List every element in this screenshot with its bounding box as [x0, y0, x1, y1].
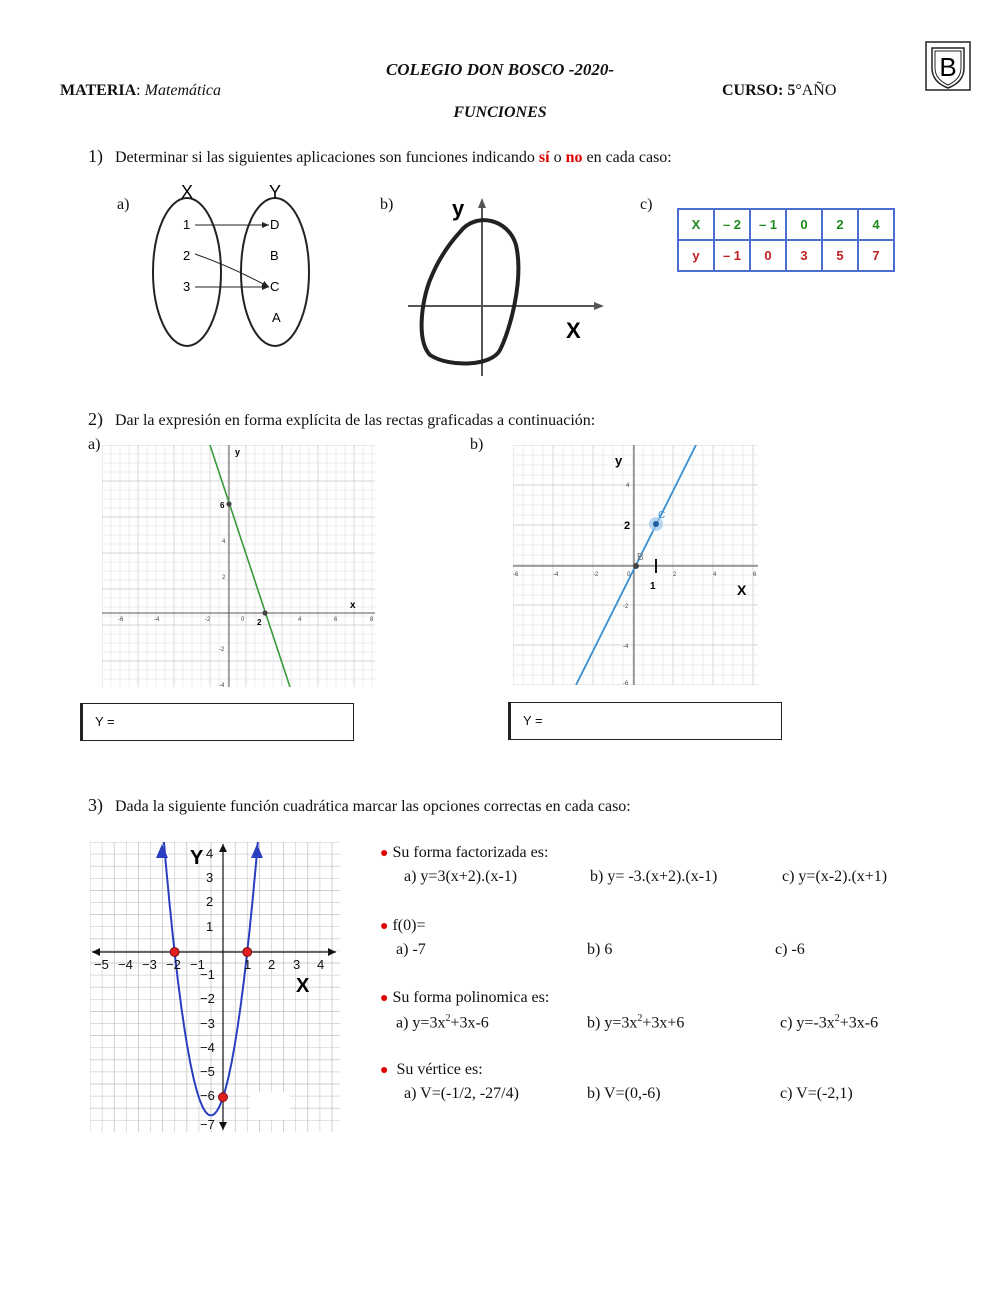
parabola-arrow-right [251, 844, 263, 858]
word-no: no [565, 149, 583, 166]
tick-b-y: -6 [623, 681, 629, 685]
graph-b-y-label: y [615, 453, 623, 468]
parabola-y-label: Y [190, 847, 204, 869]
question-3 [88, 795, 631, 816]
table-y-header: y [678, 240, 714, 271]
option-f0-c[interactable]: c) -6 [775, 941, 805, 958]
poly-a-post: +3x-6 [450, 1014, 489, 1032]
q2-label-a: a) [88, 436, 101, 453]
item-factorized: ● Su forma factorizada es: [380, 844, 549, 861]
question-1-text-a: Determinar si las siguientes aplicaciones son funciones indicando [115, 149, 539, 166]
question-2-text: Dar la expresión en forma explícita de las rectas graficadas a continuación: [115, 412, 596, 429]
y-tick: −5 [200, 1064, 215, 1079]
curve-x-label: X [566, 318, 581, 343]
closed-curve [422, 220, 519, 363]
option-vertex-b[interactable]: b) V=(0,-6) [587, 1085, 661, 1102]
tick-b-x: -6 [513, 572, 519, 578]
mapping-diagram [145, 180, 325, 350]
q2-label-b: b) [470, 436, 484, 453]
table-y-cell: 0 [750, 240, 786, 271]
set-y-label: Y [268, 182, 282, 202]
tick-b-x: 0 [627, 572, 631, 578]
codomain-a: A [272, 310, 281, 325]
x-tick: −5 [94, 957, 109, 972]
curve-y-label: y [452, 196, 465, 221]
x-tick: −1 [190, 957, 205, 972]
course-value: °AÑO [795, 82, 837, 99]
answer-b-label: Y = [523, 713, 543, 728]
school-title: COLEGIO DON BOSCO -2020- [385, 60, 615, 79]
logo-letter: B [939, 52, 957, 82]
table-y-cell: 7 [858, 240, 894, 271]
option-factorized-b[interactable]: b) y= -3.(x+2).(x-1) [590, 868, 718, 885]
tick-b-x: 6 [753, 572, 757, 578]
tick-a-x: 4 [298, 617, 302, 623]
y-tick: 3 [206, 870, 214, 885]
option-vertex-c[interactable]: c) V=(-2,1) [780, 1085, 853, 1102]
option-f0-a[interactable]: a) -7 [396, 941, 426, 958]
tick-b-x: -4 [553, 572, 559, 578]
poly-c-post: +3x-6 [839, 1014, 879, 1032]
table-y-cell: – 1 [714, 240, 750, 271]
poly-b-pre: b) y=3x [587, 1014, 638, 1032]
option-factorized-c[interactable]: c) y=(x-2).(x+1) [782, 868, 888, 885]
poly-b-post: +3x+6 [642, 1014, 685, 1032]
graph-a-grid [102, 445, 375, 687]
tick-a-y: 2 [222, 575, 226, 581]
poly-a-sup: 2 [445, 1013, 451, 1024]
graph-a-x-label: x [350, 600, 356, 611]
y-tick: −6 [200, 1088, 215, 1103]
y-tick: −1 [200, 967, 215, 982]
item-f0: ● f(0)= [380, 917, 426, 934]
q1-label-c: c) [640, 196, 653, 213]
domain-1: 1 [183, 217, 191, 232]
y-intercept-point [219, 1093, 228, 1102]
table-x-cell: – 2 [714, 209, 750, 240]
tick-b-x: 4 [713, 572, 717, 578]
subject-label: MATERIA [60, 82, 137, 99]
tick-a-x: 6 [334, 617, 338, 623]
tick-a-x: -2 [205, 617, 211, 623]
poly-a-pre: a) y=3x [396, 1014, 446, 1032]
y-tick: 2 [206, 894, 214, 909]
graph-b-value-1: 1 [650, 581, 656, 592]
word-si: sí [538, 149, 550, 166]
y-tick: 4 [206, 846, 214, 861]
course-label: CURSO: 5 [722, 82, 796, 99]
closed-curve-graph [400, 190, 610, 380]
point-b-label: B [637, 552, 644, 563]
poly-c-sup: 2 [834, 1013, 840, 1024]
word-o: o [549, 149, 566, 166]
point-c [653, 521, 659, 527]
tick-a-y: -2 [219, 647, 225, 653]
topic-title: FUNCIONES [453, 104, 547, 121]
tick-b-y: 4 [626, 483, 630, 489]
subject-line: MATERIA: Matemática [60, 82, 222, 99]
question-2-number: 2) [88, 409, 103, 429]
option-polynomial-b[interactable] [587, 1013, 684, 1032]
x-tick: 3 [293, 957, 301, 972]
y-tick: −4 [200, 1040, 215, 1055]
point-b [633, 563, 639, 569]
answer-box-a[interactable] [80, 703, 354, 741]
parabola-graph [90, 842, 340, 1132]
point-a-x-intercept [262, 610, 267, 615]
point-a-y-intercept [226, 501, 231, 506]
codomain-d: D [270, 217, 280, 232]
y-tick: 1 [206, 919, 214, 934]
item-factorized-title: Su forma factorizada es: [392, 844, 549, 861]
x-tick: 1 [244, 957, 252, 972]
x-tick: 2 [268, 957, 276, 972]
x-tick: −4 [118, 957, 133, 972]
graph-a-y-label: y [235, 447, 241, 457]
question-3-number: 3) [88, 795, 103, 815]
y-tick: −7 [200, 1117, 215, 1132]
table-row-x [678, 209, 894, 240]
option-factorized-a[interactable]: a) y=3(x+2).(x-1) [404, 868, 518, 885]
table-x-cell: 2 [822, 209, 858, 240]
tick-b-y: -4 [623, 644, 629, 650]
question-1 [88, 146, 672, 167]
tick-b-y: -2 [623, 604, 629, 610]
domain-2: 2 [183, 248, 191, 263]
line-graph-b [513, 445, 758, 685]
graph-blank-patch [250, 1092, 290, 1120]
parabola-x-label: X [296, 975, 310, 997]
x-tick: −2 [166, 957, 181, 972]
option-polynomial-c[interactable] [780, 1013, 878, 1032]
q1-label-a: a) [117, 196, 130, 213]
tick-a-y: 4 [222, 539, 226, 545]
y-tick: −2 [200, 991, 215, 1006]
table-row-y [678, 240, 894, 271]
y-tick: −3 [200, 1016, 215, 1031]
set-x-label: X [180, 182, 194, 202]
tick-a-x: 8 [370, 617, 374, 623]
arrow-2-c [195, 254, 269, 287]
question-2 [88, 409, 595, 430]
table-x-cell: 4 [858, 209, 894, 240]
question-3-text: Dada la siguiente función cuadrática marcar las opciones correctas en cada caso: [115, 798, 631, 815]
table-x-cell: 0 [786, 209, 822, 240]
question-1-text-b: en cada caso: [582, 149, 672, 166]
graph-b-x-label: X [737, 582, 747, 598]
item-polynomial: ● Su forma polinomica es: [380, 989, 550, 1006]
poly-c-pre: c) y=-3x [780, 1014, 835, 1032]
tick-a-x: -6 [118, 617, 124, 623]
answer-box-b[interactable] [508, 702, 782, 740]
tick-b-x: -2 [593, 572, 599, 578]
table-y-cell: 3 [786, 240, 822, 271]
root-point-right [243, 948, 252, 957]
item-f0-title: f(0)= [392, 917, 426, 934]
table-x-cell: – 1 [750, 209, 786, 240]
codomain-b: B [270, 248, 279, 263]
line-graph-a [102, 445, 375, 687]
q1-label-b: b) [380, 196, 394, 213]
option-f0-b[interactable]: b) 6 [587, 941, 613, 958]
x-tick: −3 [142, 957, 157, 972]
option-polynomial-a[interactable] [396, 1013, 489, 1032]
poly-b-sup: 2 [637, 1013, 643, 1024]
graph-b-value-2: 2 [624, 520, 631, 532]
item-vertex-title: Su vértice es: [396, 1061, 483, 1078]
x-tick: 4 [317, 957, 325, 972]
table-x-header: X [678, 209, 714, 240]
option-vertex-a[interactable]: a) V=(-1/2, -27/4) [404, 1085, 519, 1102]
item-vertex: ● Su vértice es: [380, 1061, 483, 1078]
answer-a-label: Y = [95, 714, 115, 729]
school-logo [924, 40, 972, 92]
label-a-6: 6 [220, 501, 225, 510]
values-table [677, 208, 895, 272]
course-line [722, 82, 836, 100]
table-y-cell: 5 [822, 240, 858, 271]
codomain-c: C [270, 279, 280, 294]
domain-3: 3 [183, 279, 191, 294]
label-a-2: 2 [257, 618, 262, 627]
item-polynomial-title: Su forma polinomica es: [392, 989, 550, 1006]
question-1-number: 1) [88, 146, 103, 166]
point-c-label: C [658, 510, 666, 521]
tick-b-x: 2 [673, 572, 677, 578]
tick-a-y: -4 [219, 683, 225, 687]
parabola-arrow-left [156, 844, 168, 858]
root-point-left [170, 948, 179, 957]
subject-value: Matemática [144, 82, 222, 99]
tick-a-x: 0 [241, 617, 245, 623]
tick-a-x: -4 [154, 617, 160, 623]
